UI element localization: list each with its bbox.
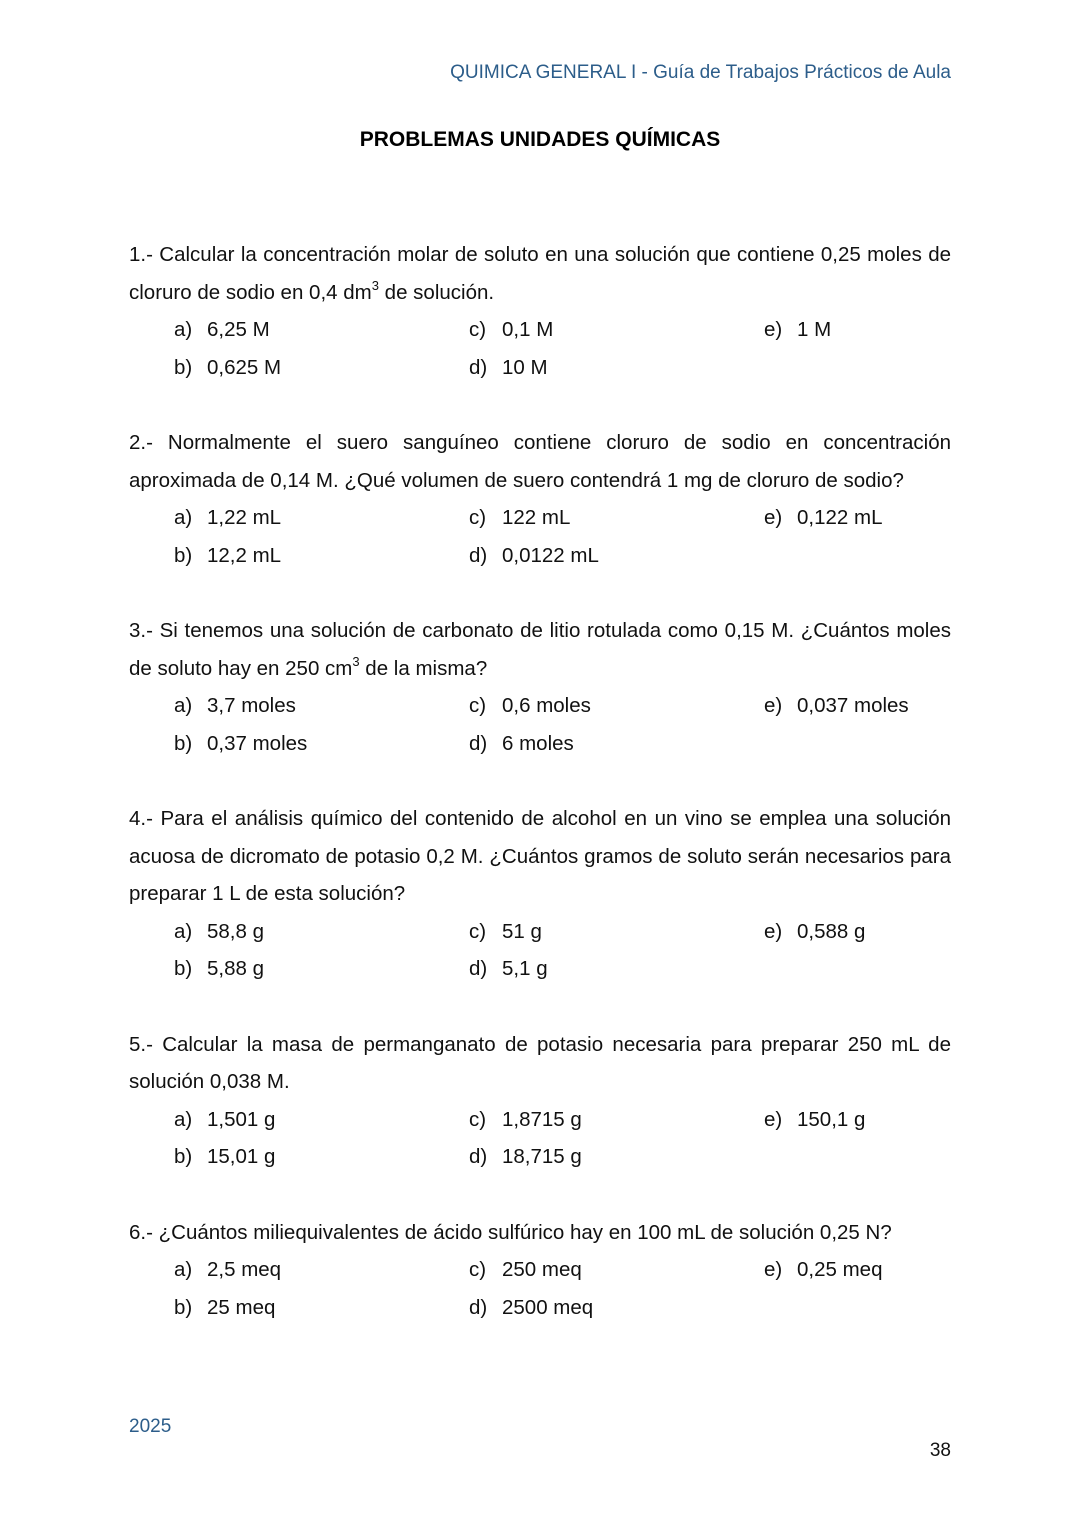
question-4-text: 4.- Para el análisis químico del contenido de alcohol en un vino se emplea una solución acuosa de dicromato de potasio 0,2 M. ¿Cuántos gramos de soluto serán necesarios para preparar 1 L de esta solución? xyxy=(129,807,951,905)
option-e: e) 0,588 g xyxy=(764,919,866,943)
question-3-options xyxy=(129,687,951,762)
option-b: b) 25 meq xyxy=(174,1295,276,1319)
option-d: d) 2500 meq xyxy=(469,1295,594,1319)
option-b: b) 0,37 moles xyxy=(174,731,308,755)
option-c: c) 250 meq xyxy=(469,1258,582,1281)
option-c: c) 0,6 moles xyxy=(469,694,591,717)
option-e: e) 0,25 meq xyxy=(764,1258,883,1281)
option-e: e) 0,037 moles xyxy=(764,694,909,717)
option-b: b) 0,625 M xyxy=(174,355,282,379)
option-a: a) 3,7 moles xyxy=(174,694,296,717)
question-6 xyxy=(129,1214,951,1327)
option-c: c) 0,1 M xyxy=(469,318,554,341)
question-3 xyxy=(129,612,951,762)
option-d: d) 0,0122 mL xyxy=(469,543,599,567)
question-5-options xyxy=(129,1101,951,1176)
question-2-text: 2.- Normalmente el suero sanguíneo contiene cloruro de sodio en concentración aproximada de 0,14 M. ¿Qué volumen de suero contendrá 1 mg de cloruro de sodio? xyxy=(129,431,951,492)
question-2 xyxy=(129,424,951,574)
option-e: e) 1 M xyxy=(764,318,832,341)
option-d: d) 18,715 g xyxy=(469,1145,582,1168)
question-2-options xyxy=(129,499,951,574)
question-5-text: 5.- Calcular la masa de permanganato de potasio necesaria para preparar 250 mL de solución 0,038 M. xyxy=(129,1032,951,1093)
question-4-options xyxy=(129,913,951,988)
running-header: QUIMICA GENERAL I - Guía de Trabajos Prácticos de Aula xyxy=(450,62,951,83)
option-d: d) 5,1 g xyxy=(469,957,548,980)
option-b: b) 15,01 g xyxy=(174,1145,276,1168)
question-6-text: 6.- ¿Cuántos miliequivalentes de ácido sulfúrico hay en 100 mL de solución 0,25 N? xyxy=(129,1220,892,1244)
option-a: a) 2,5 meq xyxy=(174,1258,282,1281)
option-a: a) 1,501 g xyxy=(174,1107,276,1131)
option-e: e) 0,122 mL xyxy=(764,506,883,529)
option-d: d) 6 moles xyxy=(469,731,574,755)
option-e: e) 150,1 g xyxy=(764,1107,866,1131)
option-a: a) 1,22 mL xyxy=(174,506,282,529)
option-c: c) 122 mL xyxy=(469,506,571,529)
option-c: c) 51 g xyxy=(469,919,542,943)
question-1-options xyxy=(129,311,951,386)
footer-year: 2025 xyxy=(129,1416,172,1437)
question-5 xyxy=(129,1026,951,1176)
question-1 xyxy=(129,236,951,386)
question-list xyxy=(129,236,951,1364)
option-c: c) 1,8715 g xyxy=(469,1107,582,1131)
question-3-text: 3.- Si tenemos una solución de carbonato de litio rotulada como 0,15 M. ¿Cuántos moles de soluto hay en 250 $cm^3$ de la misma? xyxy=(129,619,951,680)
question-1-text: 1.- Calcular la concentración molar de soluto en una solución que contiene 0,25 moles de cloruro de sodio en 0,4 $dm^3$ de solución. xyxy=(129,243,951,304)
option-b: b) 5,88 g xyxy=(174,957,264,980)
option-d: d) 10 M xyxy=(469,355,548,379)
page-title: PROBLEMAS UNIDADES QUÍMICAS xyxy=(359,128,721,151)
option-a: a) 58,8 g xyxy=(174,919,264,943)
question-4 xyxy=(129,800,951,988)
option-b: b) 12,2 mL xyxy=(174,543,282,567)
question-6-options xyxy=(129,1251,951,1326)
page-number: 38 xyxy=(929,1440,951,1461)
option-a: a) 6,25 M xyxy=(174,318,270,341)
